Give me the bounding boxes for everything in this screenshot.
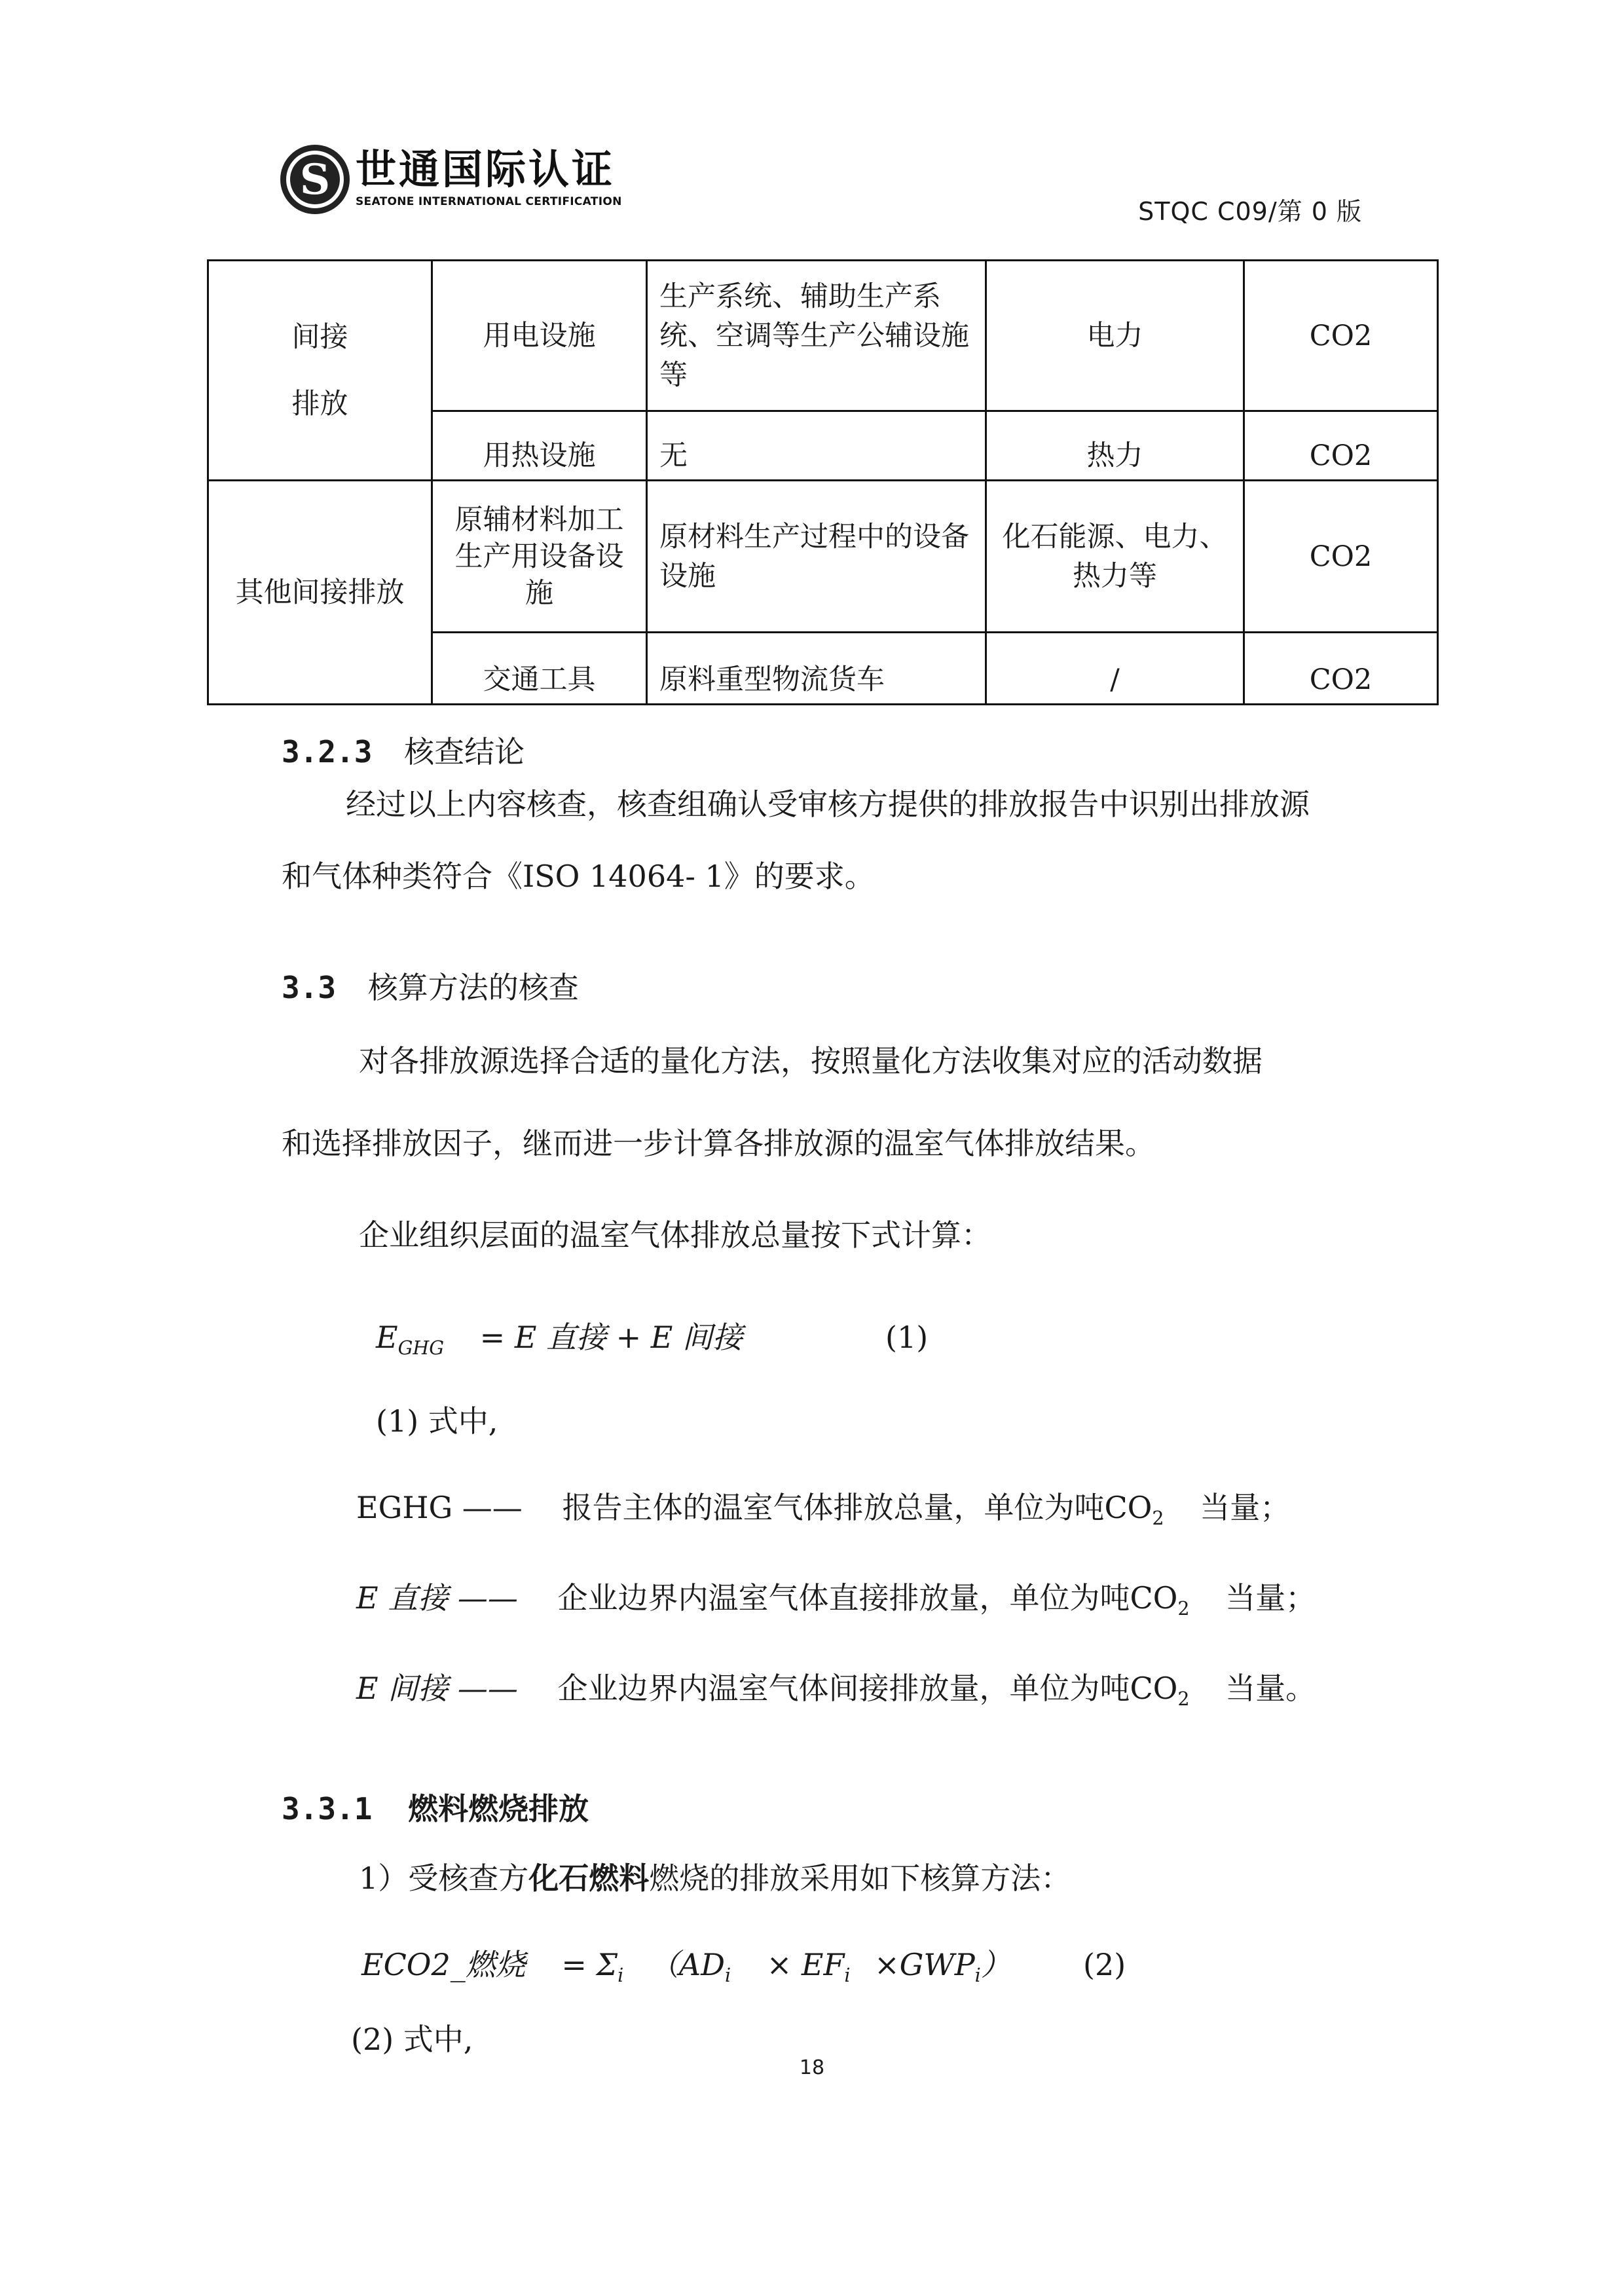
- gas-cell: CO2: [1244, 633, 1438, 705]
- definition-tail: 当量。: [1225, 1671, 1316, 1706]
- section-number: 3.3.1: [282, 1791, 373, 1826]
- section-title: 燃料燃烧排放: [408, 1791, 589, 1826]
- gas-cell: CO2: [1244, 481, 1438, 633]
- description-cell: 生产系统、辅助生产系统、空调等生产公辅设施等: [647, 261, 986, 411]
- energy-source-cell: 化石能源、电力、热力等: [986, 481, 1244, 633]
- formula-1: [376, 1318, 743, 1368]
- formula-subscript: GHG: [397, 1337, 445, 1360]
- definition-subscript: 2: [1152, 1508, 1164, 1530]
- facility-cell: 用电设施: [432, 261, 647, 411]
- definition-line: [356, 1488, 1290, 1538]
- section-heading-3-3-1: [282, 1789, 589, 1828]
- formula-2: [361, 1945, 1011, 1995]
- formula-number: (1): [885, 1320, 929, 1355]
- formula-subscript: i: [974, 1965, 981, 1987]
- emission-source-table: [207, 259, 1439, 705]
- definition-tail: 当量；: [1200, 1490, 1291, 1525]
- description-cell: 原材料生产过程中的设备设施: [647, 481, 986, 633]
- paragraph-bold-text: 化石燃料: [528, 1861, 650, 1896]
- gas-cell: CO2: [1244, 261, 1438, 411]
- definition-term: E 直接 ——: [356, 1580, 518, 1616]
- facility-cell: 原辅材料加工生产用设备设施: [432, 481, 647, 633]
- paragraph-line: [359, 1859, 1071, 1898]
- section-title: 核查结论: [404, 734, 525, 769]
- description-cell: 无: [647, 411, 986, 481]
- formula-subscript: i: [844, 1965, 851, 1987]
- paragraph-line: 企业组织层面的温室气体排放总量按下式计算：: [359, 1217, 991, 1253]
- definition-tail: 当量；: [1225, 1580, 1316, 1616]
- formula-subscript: i: [724, 1965, 731, 1987]
- definition-subscript: 2: [1177, 1688, 1190, 1711]
- energy-source-cell: 热力: [986, 411, 1244, 481]
- seatone-seal-icon: [278, 143, 352, 216]
- logo-chinese-name: 世通国际认证: [356, 145, 616, 193]
- company-logo: [278, 143, 622, 218]
- energy-source-cell: /: [986, 633, 1244, 705]
- paragraph-line: 对各排放源选择合适的量化方法，按照量化方法收集对应的活动数据: [359, 1043, 1263, 1079]
- facility-cell: 交通工具: [432, 633, 647, 705]
- where-label: (2) 式中,: [351, 2022, 473, 2057]
- table-row: [208, 481, 1438, 633]
- category-label: 排放: [291, 387, 348, 420]
- page-number: 18: [799, 2056, 825, 2079]
- facility-cell: 用热设施: [432, 411, 647, 481]
- definition-line: [356, 1669, 1316, 1719]
- definition-text: 企业边界内温室气体直接排放量，单位为吨CO: [557, 1580, 1178, 1616]
- section-number: 3.3: [282, 970, 337, 1005]
- formula-term: × EF: [766, 1947, 845, 1982]
- definition-text: 企业边界内温室气体间接排放量，单位为吨CO: [557, 1671, 1178, 1706]
- logo-english-name: SEATONE INTERNATIONAL CERTIFICATION: [356, 195, 622, 208]
- category-cell: 其他间接排放: [208, 481, 432, 705]
- formula-operator: = Σ: [561, 1947, 618, 1982]
- paragraph-text: 燃烧的排放采用如下核算方法：: [649, 1861, 1071, 1896]
- category-label: 间接: [291, 320, 348, 354]
- svg-text:S: S: [299, 155, 331, 204]
- category-cell: [208, 261, 432, 481]
- definition-subscript: 2: [1177, 1598, 1190, 1620]
- paragraph-line: 和选择排放因子，继而进一步计算各排放源的温室气体排放结果。: [282, 1126, 1155, 1161]
- gas-cell: CO2: [1244, 411, 1438, 481]
- formula-term: ECO2_燃烧: [361, 1947, 526, 1982]
- description-cell: 原料重型物流货车: [647, 633, 986, 705]
- section-title: 核算方法的核查: [367, 970, 579, 1005]
- definition-term: E 间接 ——: [356, 1671, 518, 1706]
- formula-subscript: i: [618, 1965, 624, 1987]
- paragraph-line: 和气体种类符合《ISO 14064- 1》的要求。: [282, 859, 875, 894]
- definition-text: 报告主体的温室气体排放总量，单位为吨CO: [562, 1490, 1153, 1525]
- paragraph-text: 1）受核查方: [359, 1861, 529, 1896]
- formula-number: (2): [1083, 1947, 1126, 1982]
- energy-source-cell: 电力: [986, 261, 1244, 411]
- definition-line: [356, 1578, 1316, 1629]
- formula-term: （AD: [648, 1947, 725, 1982]
- section-heading-3-3: [282, 968, 579, 1007]
- where-label: (1) 式中,: [376, 1403, 498, 1439]
- formula-expression: = E 直接 + E 间接: [479, 1320, 743, 1355]
- paragraph-line: 经过以上内容核查，核查组确认受审核方提供的排放报告中识别出排放源: [346, 787, 1310, 822]
- formula-term: ）: [980, 1947, 1011, 1982]
- section-number: 3.2.3: [282, 734, 373, 769]
- formula-term: ×GWP: [874, 1947, 975, 1982]
- document-code: STQC C09/第 0 版: [1138, 197, 1362, 226]
- section-heading-3-2-3: [282, 732, 525, 771]
- definition-term: EGHG ——: [356, 1490, 523, 1525]
- formula-term: E: [376, 1320, 398, 1355]
- table-row: [208, 261, 1438, 411]
